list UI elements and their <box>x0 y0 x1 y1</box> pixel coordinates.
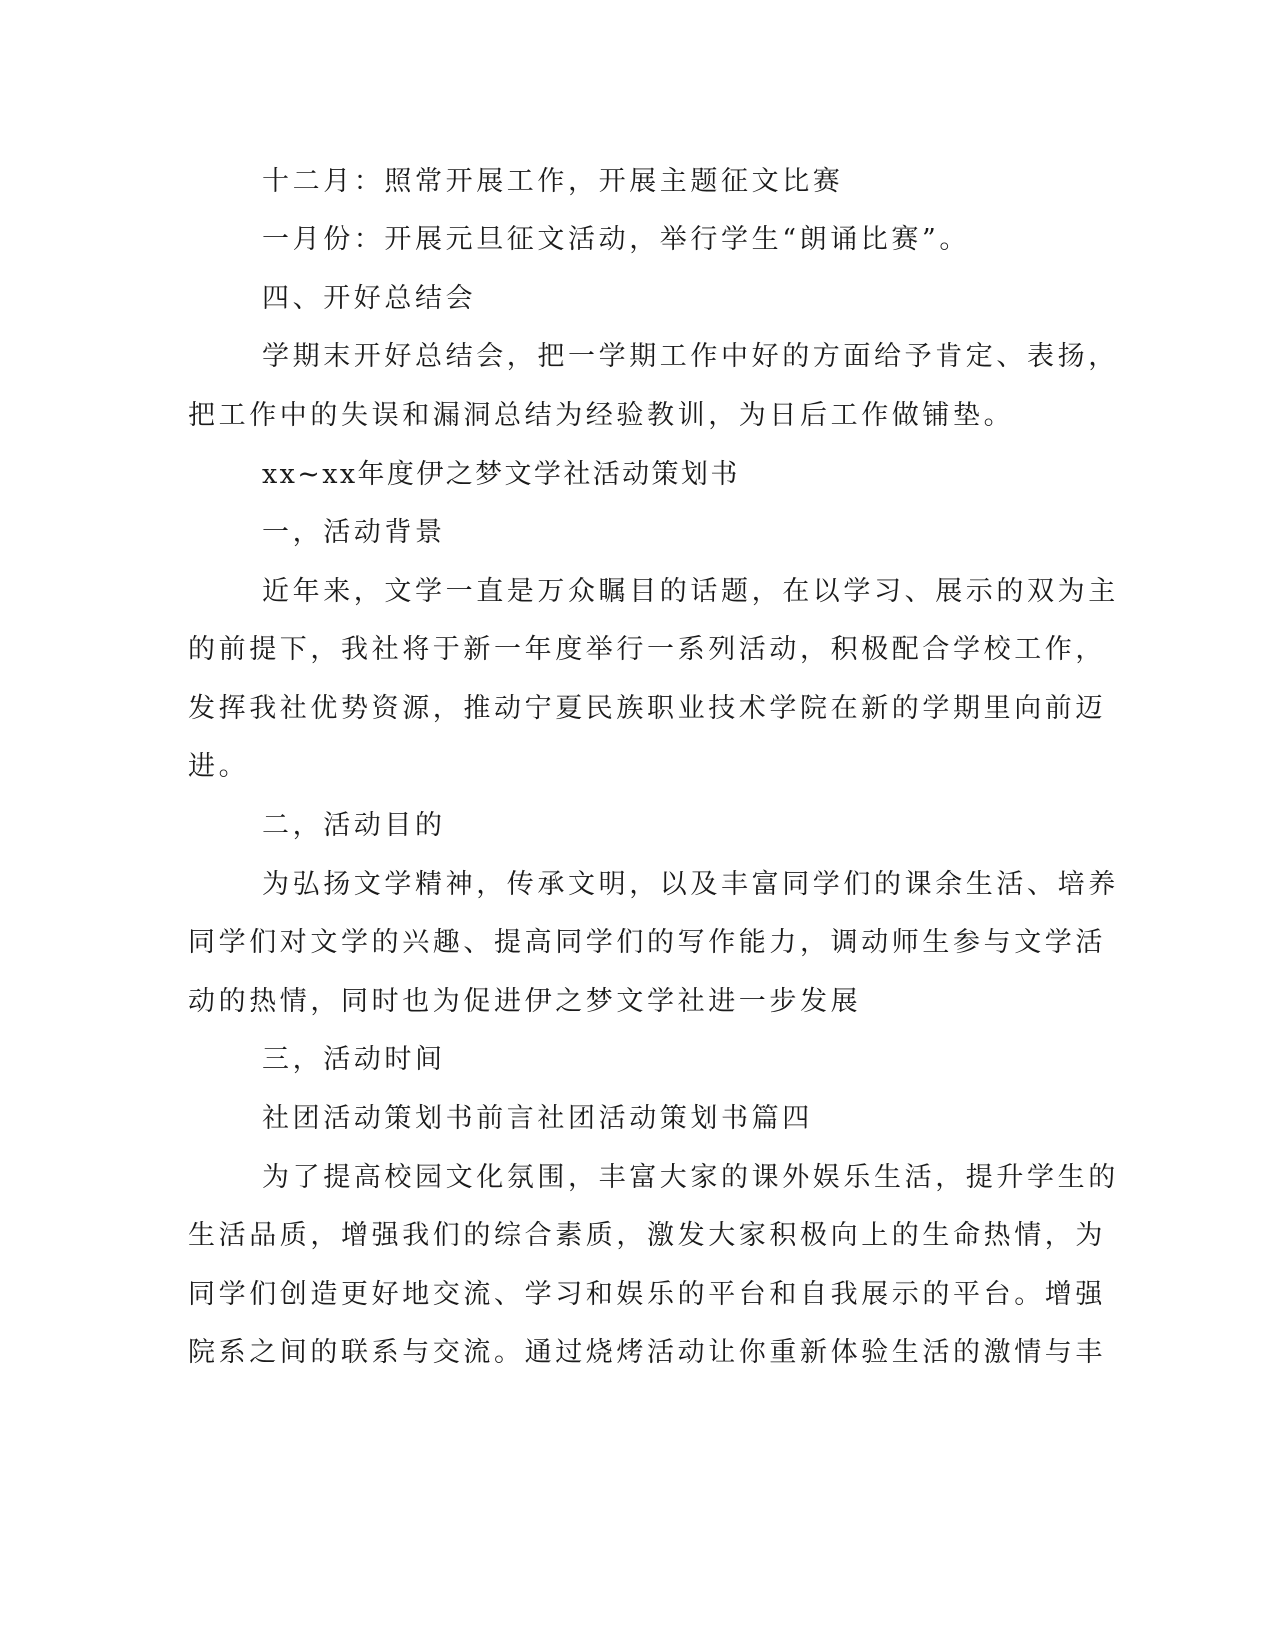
text-line: 为弘扬文学精神，传承文明，以及丰富同学们的课余生活、培养 <box>262 869 1119 900</box>
text-line: 生活品质，增强我们的综合素质，激发大家积极向上的生命热情，为 <box>188 1220 1106 1251</box>
text-line: 动的热情，同时也为促进伊之梦文学社进一步发展 <box>188 986 862 1017</box>
text-line: 院系之间的联系与交流。通过烧烤活动让你重新体验生活的激情与丰 <box>188 1337 1106 1368</box>
section-heading: 社团活动策划书前言社团活动策划书篇四 <box>262 1103 813 1134</box>
text-line: 同学们创造更好地交流、学习和娱乐的平台和自我展示的平台。增强 <box>188 1279 1106 1310</box>
section-heading: 四、开好总结会 <box>262 283 477 314</box>
text-line: 近年来，文学一直是万众瞩目的话题，在以学习、展示的双为主 <box>262 576 1119 607</box>
text-line: 进。 <box>188 751 250 782</box>
section-heading: 二，活动目的 <box>262 810 446 841</box>
text-line: 的前提下，我社将于新一年度举行一系列活动，积极配合学校工作， <box>188 634 1106 665</box>
section-heading: 三，活动时间 <box>262 1044 446 1075</box>
text-line: 把工作中的失误和漏洞总结为经验教训，为日后工作做铺垫。 <box>188 400 1015 431</box>
document-title: xx~xx年度伊之梦文学社活动策划书 <box>262 459 740 490</box>
text-line: 一月份：开展元旦征文活动，举行学生“朗诵比赛”。 <box>262 224 971 255</box>
text-line: 同学们对文学的兴趣、提高同学们的写作能力，调动师生参与文学活 <box>188 927 1106 958</box>
text-line: 学期末开好总结会，把一学期工作中好的方面给予肯定、表扬， <box>262 341 1119 372</box>
section-heading: 一，活动背景 <box>262 517 446 548</box>
text-line: 发挥我社优势资源，推动宁夏民族职业技术学院在新的学期里向前迈 <box>188 693 1106 724</box>
text-line: 十二月：照常开展工作，开展主题征文比赛 <box>262 166 844 197</box>
text-line: 为了提高校园文化氛围，丰富大家的课外娱乐生活，提升学生的 <box>262 1162 1119 1193</box>
